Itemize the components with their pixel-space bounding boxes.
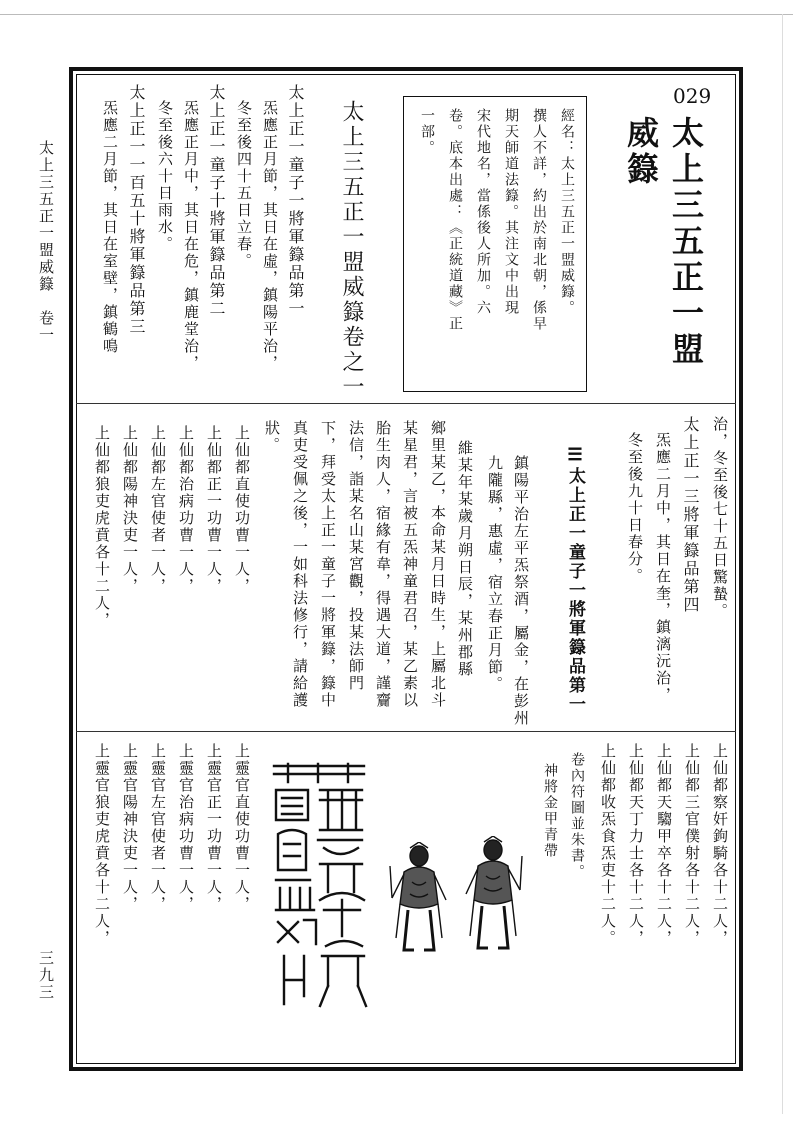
low-left-col-5: 上靈官陽神決吏一人，: [121, 743, 139, 913]
mid-col-7: 法信，詣某名山某宮觀，投某法師門: [347, 420, 365, 692]
mid-col-2: 九隴縣，惠虛，宿立春正月節。: [486, 455, 504, 693]
mid-col-1: 鎮陽平治左平炁祭酒，屬金，在彭州: [512, 455, 530, 727]
upper-col-1: 太上正一童子一將軍籙品第一: [286, 84, 305, 318]
guardian-general-left-illustration: [388, 842, 450, 956]
page-number: 三九三: [37, 950, 55, 1001]
low-right-col-2: 上仙都三官僕射各十二人，: [683, 743, 701, 947]
low-left-col-6: 上靈官狼吏虎賁各十二人，: [93, 743, 111, 947]
upper-col-8: 炁應二月節，其日在室壁，鎮鶴鳴: [101, 100, 119, 355]
low-right-col-5: 上仙都收炁食炁吏十二人。: [599, 743, 617, 947]
info-line-1: 經名：太上三五正一盟威籙。: [559, 108, 575, 316]
mid-left-col-6: 上仙都狼吏虎賁各十二人，: [93, 425, 111, 629]
divider-lower: [76, 731, 736, 732]
mid-right-col-1: 治，冬至後七十五日驚蟄。: [711, 416, 729, 620]
upper-col-7: 太上正一一百五十將軍籙品第三: [127, 84, 146, 336]
upper-col-6: 冬至後六十日雨水。: [156, 100, 174, 253]
low-right-col-3: 上仙都天騶甲卒各十二人，: [655, 743, 673, 947]
mid-col-6: 胎生肉人，宿緣有韋，得遇大道，謹齎: [374, 420, 392, 709]
entry-title-line1: 太上三五正一盟: [667, 116, 705, 368]
mid-right-col-4: 冬至後九十日春分。: [626, 432, 644, 585]
low-left-col-1: 上靈官直使功曹一人，: [233, 743, 251, 913]
mid-col-10: 狀。: [263, 420, 281, 454]
mid-col-3: 維某年某歲月朔日辰，某州郡縣: [456, 440, 474, 678]
info-line-2: 撰人不詳，約出於南北朝，係早: [531, 108, 547, 332]
upper-col-4: 太上正一童子十將軍籙品第二: [207, 84, 226, 318]
entry-title-line2: 威籙: [622, 116, 660, 188]
upper-col-5: 炁應正月中，其日在危，鎮鹿堂治，: [182, 100, 200, 372]
talisman-seal-script: [268, 760, 370, 1010]
mid-col-4: 鄉里某乙，本命某月日時生，上屬北斗: [429, 420, 447, 709]
guardian-general-right-illustration: [462, 836, 524, 954]
info-line-4: 宋代地名，當係後人所加。六: [475, 108, 491, 316]
info-line-3: 期天師道法籙。其注文中出現: [503, 108, 519, 316]
running-title: 太上三五正一盟威籙 卷一: [37, 140, 55, 344]
low-left-col-3: 上靈官治病功曹一人，: [177, 743, 195, 913]
low-left-col-2: 上靈官正一功曹一人，: [205, 743, 223, 913]
divider-upper: [76, 403, 736, 404]
mid-right-col-3: 炁應二月中，其日在奎，鎮漓沅治，: [654, 432, 672, 704]
mid-left-col-4: 上仙都左官使者一人，: [149, 425, 167, 595]
info-line-5: 卷。底本出處：《正統道藏》正: [447, 108, 463, 332]
mid-col-8: 下，拜受太上正一童子一將軍籙，籙中: [319, 420, 337, 709]
mid-left-col-1: 上仙都直使功曹一人，: [233, 425, 251, 595]
section-heading: ☰太上正一童子一將軍籙品第一: [565, 445, 585, 714]
page-right-edge: [782, 14, 783, 1114]
scroll-title: 太上三五正一盟威籙卷之一: [339, 100, 364, 400]
mid-col-9: 真吏受佩之後，一如科法修行，請給護: [291, 420, 309, 709]
page-top-line: [0, 14, 793, 15]
figure-caption-2: 神將金甲青帶: [542, 763, 558, 859]
low-right-col-1: 上仙都察奸鉤騎各十二人，: [711, 743, 729, 947]
low-left-col-4: 上靈官左官使者一人，: [149, 743, 167, 913]
mid-left-col-5: 上仙都陽神決吏一人，: [121, 425, 139, 595]
upper-col-2: 炁應正月節，其日在虛，鎮陽平治，: [261, 100, 279, 372]
mid-col-5: 某星君，言被五炁神童君召，某乙素以: [401, 420, 419, 709]
low-right-col-4: 上仙都天丁力士各十二人，: [627, 743, 645, 947]
mid-right-col-2: 太上正一三將軍籙品第四: [681, 416, 700, 614]
mid-left-col-2: 上仙都正一功曹一人，: [205, 425, 223, 595]
info-line-6: 一部。: [419, 108, 435, 156]
upper-col-3: 冬至後四十五日立春。: [235, 100, 253, 270]
figure-caption-1: 卷內符圖並朱書。: [569, 752, 585, 880]
mid-left-col-3: 上仙都治病功曹一人，: [177, 425, 195, 595]
entry-number: 029: [673, 84, 712, 108]
